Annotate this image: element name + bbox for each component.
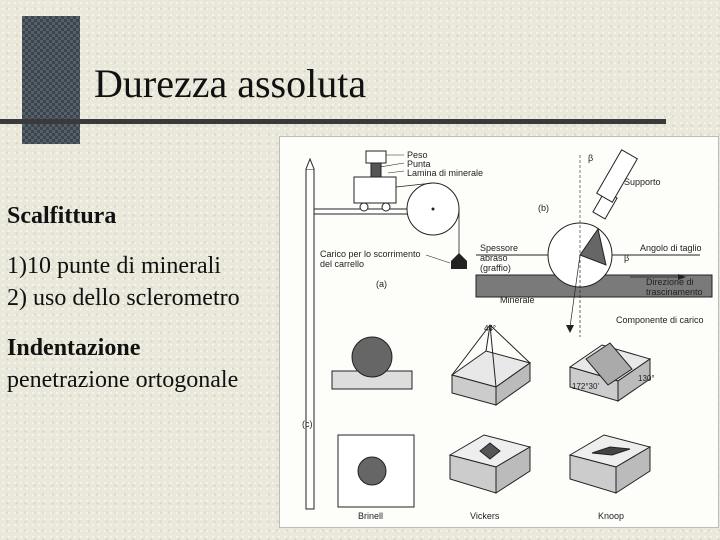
tag-part-b: (b)	[538, 203, 549, 213]
indentazione-line-1: penetrazione ortogonale	[7, 367, 239, 393]
label-minerale: Minerale	[500, 295, 535, 305]
scalfittura-line-2: 2) uso dello sclerometro	[7, 285, 240, 311]
label-spessore-3: (graffio)	[480, 263, 511, 273]
label-spessore-2: abraso	[480, 253, 508, 263]
label-punta: Punta	[407, 159, 431, 169]
indenter-drawings	[332, 325, 650, 507]
label-beta-top: β	[588, 153, 594, 163]
label-direzione-2: trascinamento	[646, 287, 703, 297]
label-lamina: Lamina di minerale	[407, 168, 484, 178]
tag-part-a: (a)	[376, 279, 387, 289]
title-rule	[0, 119, 666, 124]
label-carico-line-2: del carrello	[320, 259, 365, 269]
label-componente-di-carico: Componente di carico	[616, 315, 704, 325]
label-angle-knoop-2: 130°	[638, 374, 655, 383]
label-supporto: Supporto	[624, 177, 661, 187]
bullet-list	[7, 200, 285, 396]
label-brinell: Brinell	[358, 511, 384, 521]
section-heading-indentazione: Indentazione	[7, 335, 141, 361]
label-beta-side: β	[624, 253, 630, 263]
label-direzione-1: Direzione di	[646, 277, 694, 287]
tag-part-c: (c)	[302, 419, 313, 429]
section-heading-scalfittura: Scalfittura	[7, 203, 117, 229]
scalfittura-line-1: 1)10 punte di minerali	[7, 253, 221, 279]
label-carico-line-1: Carico per lo scorrimento	[320, 249, 421, 259]
label-angle-vickers: 44°	[484, 324, 497, 333]
hardness-test-diagram	[280, 137, 718, 527]
label-angolo-di-taglio: Angolo di taglio	[640, 243, 702, 253]
label-vickers: Vickers	[470, 511, 500, 521]
label-spessore-1: Spessore	[480, 243, 519, 253]
title-decoration-block	[22, 16, 80, 144]
label-peso: Peso	[407, 150, 428, 160]
label-knoop: Knoop	[598, 511, 625, 521]
slide-title: Durezza assoluta	[94, 61, 367, 106]
hardness-test-figure	[279, 136, 719, 528]
label-angle-knoop-1: 172°30'	[572, 382, 599, 391]
